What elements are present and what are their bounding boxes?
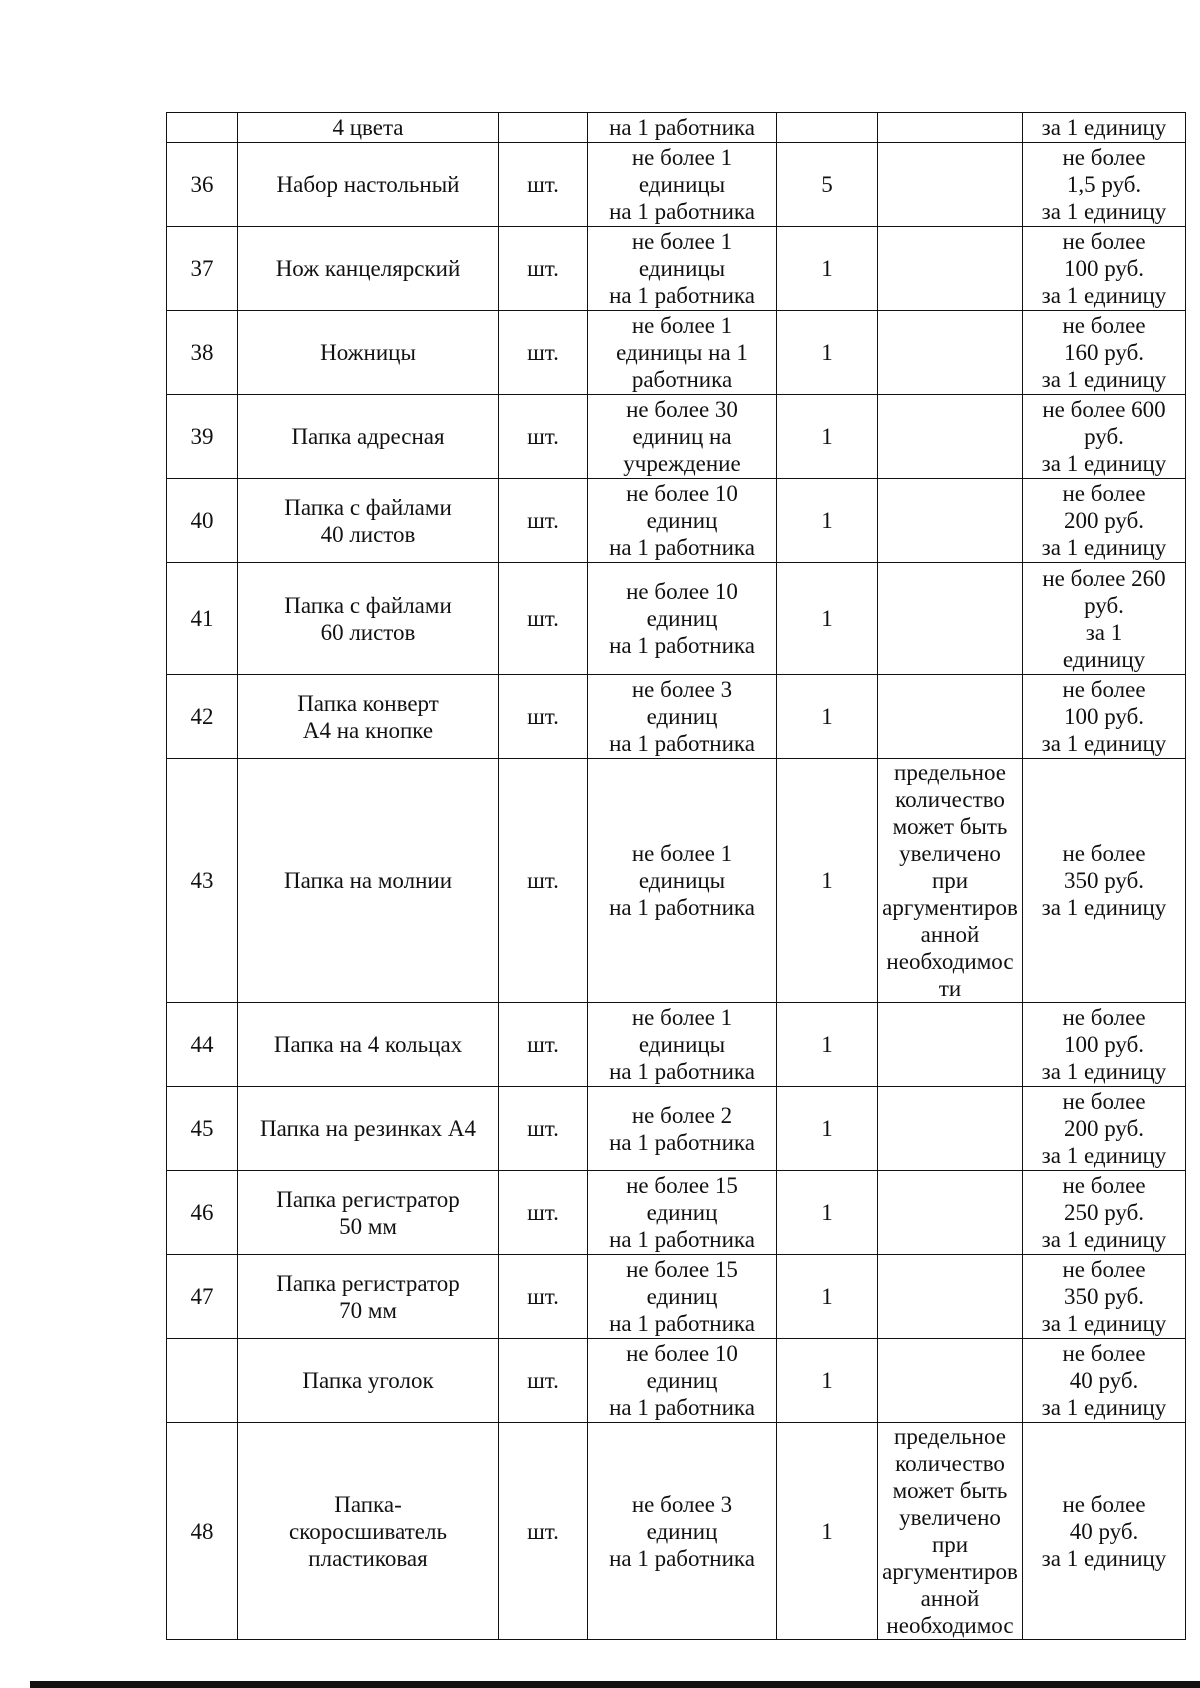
price-line: 40 руб. [1069,1518,1139,1544]
note-cell [878,1171,1023,1255]
quantity-cell [588,759,777,1003]
quantity-line: на 1 работника [609,1227,755,1252]
note-cell [878,1087,1023,1171]
period-cell [777,479,878,563]
unit: шт. [527,256,559,281]
note-line: анной [920,922,980,947]
period-cell [777,113,878,143]
quantity-line: не более 30 [626,397,738,422]
price-line: не более 260 [1042,565,1166,591]
price-line: 100 руб. [1063,1032,1145,1057]
item-name-line: Папка регистратор [276,1186,460,1212]
price-line: за 1 единицу [1041,535,1167,560]
price-cell [1023,479,1186,563]
price-cell [1023,113,1186,143]
item-name-line: Папка на молнии [283,868,453,893]
table-row [167,675,1186,759]
price-line: за 1 единицу [1041,1311,1167,1336]
note-cell [878,227,1023,311]
unit-cell [499,1171,588,1255]
quantity-cell [588,395,777,479]
unit-cell [499,1087,588,1171]
quantity-line: не более 15 [626,1257,738,1282]
price-line: за 1 единицу [1041,1395,1167,1420]
note-line: может быть [892,1478,1008,1503]
note-line: при [931,868,969,893]
quantity-line: единиц на [632,424,732,449]
price-line: 350 руб. [1063,1284,1145,1309]
period: 1 [821,704,833,729]
item-name-line: Папка конверт [297,690,439,716]
price-line: за 1 единицу [1041,115,1167,140]
quantity-line: единиц [646,704,718,729]
note-cell [878,479,1023,563]
price-line: руб. [1084,592,1124,618]
quantity-line: единицы [638,256,726,281]
quantity-line: на 1 работника [609,895,755,920]
row-number-cell [167,759,238,1003]
note-cell [878,759,1023,1003]
quantity-cell [588,479,777,563]
note-cell [878,1339,1023,1423]
quantity-line: на 1 работника [609,633,755,658]
row-number-cell [167,1423,238,1640]
table-row [167,563,1186,675]
period-cell [777,1255,878,1339]
note-line: необходимос [886,949,1014,974]
row-number: 46 [190,1200,214,1225]
item-name-cell [238,1339,499,1423]
quantity-line: на 1 работника [609,199,755,224]
note-line: количество [895,787,1005,812]
price-line: 100 руб. [1063,704,1145,729]
unit-cell [499,311,588,395]
price-line: 200 руб. [1063,508,1145,533]
row-number: 44 [190,1032,214,1057]
price-line: 100 руб. [1063,256,1145,281]
price-cell [1023,1171,1186,1255]
period-cell [777,675,878,759]
quantity-line: учреждение [623,451,741,476]
period: 1 [821,1116,833,1141]
item-name-cell [238,1255,499,1339]
quantity-line: единиц [646,606,718,631]
period: 5 [821,172,833,197]
row-number: 41 [190,606,214,631]
quantity-line: единиц [646,1284,718,1309]
price-cell [1023,563,1186,675]
period: 1 [821,256,833,281]
price-line: 250 руб. [1063,1200,1145,1225]
period-cell [777,143,878,227]
row-number: 36 [190,172,214,197]
item-name-cell [238,1423,499,1640]
row-number-cell [167,1255,238,1339]
row-number-cell [167,675,238,759]
quantity-line: не более 3 [631,1491,733,1517]
period: 1 [821,1032,833,1057]
price-line: не более [1062,481,1146,506]
period-cell [777,1003,878,1087]
period: 1 [821,424,833,449]
price-line: за 1 единицу [1041,1227,1167,1252]
table-row [167,395,1186,479]
note-line: предельное [894,760,1006,785]
item-name-line: Папка адресная [291,424,445,449]
price-cell [1023,1087,1186,1171]
period: 1 [821,1368,833,1393]
price-cell [1023,311,1186,395]
table-row [167,1255,1186,1339]
quantity-cell [588,1171,777,1255]
item-name-cell [238,113,499,143]
row-number: 37 [190,256,214,281]
item-name-cell [238,479,499,563]
norms-table [166,112,1186,1640]
price-cell [1023,227,1186,311]
unit: шт. [527,704,559,729]
table-row [167,1423,1186,1640]
quantity-line: единицы [638,1032,726,1057]
price-line: не более [1062,1491,1146,1517]
note-cell [878,1423,1023,1640]
unit-cell [499,479,588,563]
row-number: 47 [190,1284,214,1309]
price-line: не более [1062,145,1146,170]
item-name-cell [238,227,499,311]
item-name-line: скоросшиватель [289,1518,447,1544]
period-cell [777,759,878,1003]
table-row [167,1171,1186,1255]
table-row [167,227,1186,311]
row-number: 45 [190,1116,214,1141]
price-line: за 1 единицу [1041,895,1167,920]
period-cell [777,1087,878,1171]
period: 1 [821,508,833,533]
period: 1 [821,340,833,365]
item-name-cell [238,1003,499,1087]
price-cell [1023,1339,1186,1423]
quantity-line: не более 10 [626,1341,738,1366]
item-name-cell [238,1171,499,1255]
unit: шт. [527,340,559,365]
quantity-line: на 1 работника [609,535,755,560]
price-line: за 1 [1085,619,1123,645]
item-name-line: Папка регистратор [276,1270,460,1296]
unit-cell [499,1423,588,1640]
quantity-cell [588,1423,777,1640]
quantity-line: не более 10 [626,481,738,506]
item-name-line: Папка на резинках А4 [260,1116,476,1141]
quantity-line: на 1 работника [609,283,755,308]
row-number-cell [167,563,238,675]
price-line: не более [1062,229,1146,254]
quantity-line: не более 10 [626,579,738,604]
quantity-cell [588,227,777,311]
note-cell [878,311,1023,395]
note-line: анной [920,1586,980,1611]
row-number-cell [167,143,238,227]
note-cell [878,563,1023,675]
price-line: 200 руб. [1063,1116,1145,1141]
note-line: увеличено [899,841,1001,866]
quantity-cell [588,113,777,143]
period-cell [777,563,878,675]
item-name-line: Ножницы [320,340,416,365]
note-line: увеличено [899,1505,1001,1530]
note-line: при [931,1532,969,1557]
item-name-cell [238,311,499,395]
item-name-line: А4 на кнопке [302,717,434,743]
quantity-line: на 1 работника [609,1059,755,1084]
price-cell [1023,1423,1186,1640]
item-name-line: 4 цвета [332,115,404,140]
unit: шт. [527,172,559,197]
note-line: ти [938,976,962,1001]
item-name-cell [238,143,499,227]
quantity-cell [588,143,777,227]
quantity-line: на 1 работника [609,1545,755,1571]
row-number: 43 [190,868,214,893]
price-line: руб. [1084,424,1124,449]
quantity-line: не более 1 [631,841,733,866]
price-line: не более [1062,1341,1146,1366]
price-line: не более [1062,677,1146,702]
item-name-cell [238,563,499,675]
unit-cell [499,1339,588,1423]
note-cell [878,113,1023,143]
period-cell [777,227,878,311]
price-line: за 1 единицу [1041,367,1167,392]
note-cell [878,1003,1023,1087]
unit-cell [499,113,588,143]
row-number: 48 [190,1518,214,1544]
price-line: за 1 единицу [1041,1143,1167,1168]
quantity-line: на 1 работника [609,1395,755,1420]
quantity-line: на 1 работника [609,115,755,140]
row-number-cell [167,113,238,143]
item-name-line: Нож канцелярский [275,256,461,281]
period: 1 [821,1518,833,1544]
price-line: не более [1062,1257,1146,1282]
unit: шт. [527,1116,559,1141]
table-row [167,479,1186,563]
quantity-line: не более 3 [631,677,733,702]
quantity-line: единиц [646,1368,718,1393]
item-name-line: Набор настольный [276,172,460,197]
quantity-line: единицы [638,868,726,893]
period-cell [777,395,878,479]
quantity-line: не более 2 [631,1102,733,1128]
price-line: за 1 единицу [1041,731,1167,756]
price-line: 350 руб. [1063,868,1145,893]
price-line: не более 600 [1042,397,1166,422]
quantity-line: не более 1 [631,313,733,338]
price-line: единицу [1062,646,1146,672]
quantity-cell [588,563,777,675]
row-number-cell [167,1003,238,1087]
unit: шт. [527,508,559,533]
price-line: 40 руб. [1069,1368,1139,1393]
item-name-cell [238,759,499,1003]
price-cell [1023,143,1186,227]
item-name-line: Папка уголок [302,1368,434,1393]
period-cell [777,1171,878,1255]
period-cell [777,1423,878,1640]
quantity-line: не более 1 [631,145,733,170]
price-line: 1,5 руб. [1066,172,1142,197]
quantity-line: единиц [646,508,718,533]
price-line: за 1 единицу [1041,1059,1167,1084]
unit: шт. [527,1032,559,1057]
item-name-line: Папка с файлами [284,494,452,520]
note-line: предельное [894,1424,1006,1449]
unit-cell [499,1255,588,1339]
quantity-line: на 1 работника [609,1129,755,1155]
quantity-cell [588,1003,777,1087]
price-line: за 1 единицу [1041,1545,1167,1571]
unit-cell [499,143,588,227]
item-name-cell [238,675,499,759]
quantity-line: не более 1 [631,229,733,254]
row-number-cell [167,1087,238,1171]
unit: шт. [527,868,559,893]
quantity-cell [588,1339,777,1423]
table-row [167,759,1186,1003]
note-cell [878,675,1023,759]
item-name-line: 70 мм [339,1297,397,1323]
price-line: 160 руб. [1063,340,1145,365]
quantity-line: единицы [638,172,726,197]
item-name-line: Папка- [334,1491,402,1517]
row-number-cell [167,395,238,479]
period-cell [777,1339,878,1423]
unit-cell [499,563,588,675]
quantity-cell [588,311,777,395]
table-body [167,113,1186,1640]
quantity-line: работника [631,367,733,392]
note-cell [878,395,1023,479]
table-row [167,1087,1186,1171]
row-number: 38 [190,340,214,365]
quantity-line: единиц [646,1518,718,1544]
price-line: за 1 единицу [1041,199,1167,224]
period: 1 [821,868,833,893]
price-line: не более [1062,1173,1146,1198]
item-name-cell [238,395,499,479]
unit: шт. [527,1284,559,1309]
price-cell [1023,1003,1186,1087]
note-line: необходимос [886,1613,1014,1638]
row-number: 40 [190,508,214,533]
price-line: не более [1062,1089,1146,1114]
note-line: может быть [892,814,1008,839]
page-bottom-rule [30,1681,1200,1688]
quantity-cell [588,1087,777,1171]
row-number: 39 [190,424,214,449]
note-line: аргументиров [882,895,1018,920]
period: 1 [821,1200,833,1225]
note-line: количество [895,1451,1005,1476]
unit: шт. [527,424,559,449]
unit: шт. [527,606,559,631]
quantity-cell [588,1255,777,1339]
price-cell [1023,759,1186,1003]
item-name-line: пластиковая [308,1545,428,1571]
period: 1 [821,606,833,631]
table-row [167,311,1186,395]
price-cell [1023,675,1186,759]
row-number-cell [167,479,238,563]
quantity-cell [588,675,777,759]
quantity-line: не более 1 [631,1005,733,1030]
item-name-cell [238,1087,499,1171]
item-name-line: Папка с файлами [284,592,452,618]
price-line: не более [1062,313,1146,338]
quantity-line: единицы на 1 [616,340,748,365]
period-cell [777,311,878,395]
unit-cell [499,227,588,311]
unit: шт. [527,1518,559,1544]
price-cell [1023,395,1186,479]
note-cell [878,1255,1023,1339]
unit-cell [499,1003,588,1087]
row-number-cell [167,311,238,395]
table-row [167,1003,1186,1087]
note-line: аргументиров [882,1559,1018,1584]
price-line: за 1 единицу [1041,451,1167,476]
unit: шт. [527,1200,559,1225]
price-cell [1023,1255,1186,1339]
unit-cell [499,759,588,1003]
price-line: не более [1062,841,1146,866]
table-row [167,113,1186,143]
unit: шт. [527,1368,559,1393]
note-cell [878,143,1023,227]
row-number-cell [167,227,238,311]
row-number-cell [167,1339,238,1423]
item-name-line: Папка на 4 кольцах [273,1032,463,1057]
period: 1 [821,1284,833,1309]
quantity-line: единиц [646,1200,718,1225]
item-name-line: 60 листов [320,619,416,645]
price-line: не более [1062,1005,1146,1030]
unit-cell [499,395,588,479]
quantity-line: на 1 работника [609,731,755,756]
price-line: за 1 единицу [1041,283,1167,308]
quantity-line: не более 15 [626,1173,738,1198]
item-name-line: 40 листов [320,521,416,547]
table-row [167,1339,1186,1423]
item-name-line: 50 мм [339,1213,397,1239]
unit-cell [499,675,588,759]
table-row [167,143,1186,227]
quantity-line: на 1 работника [609,1311,755,1336]
row-number-cell [167,1171,238,1255]
row-number: 42 [190,704,214,729]
